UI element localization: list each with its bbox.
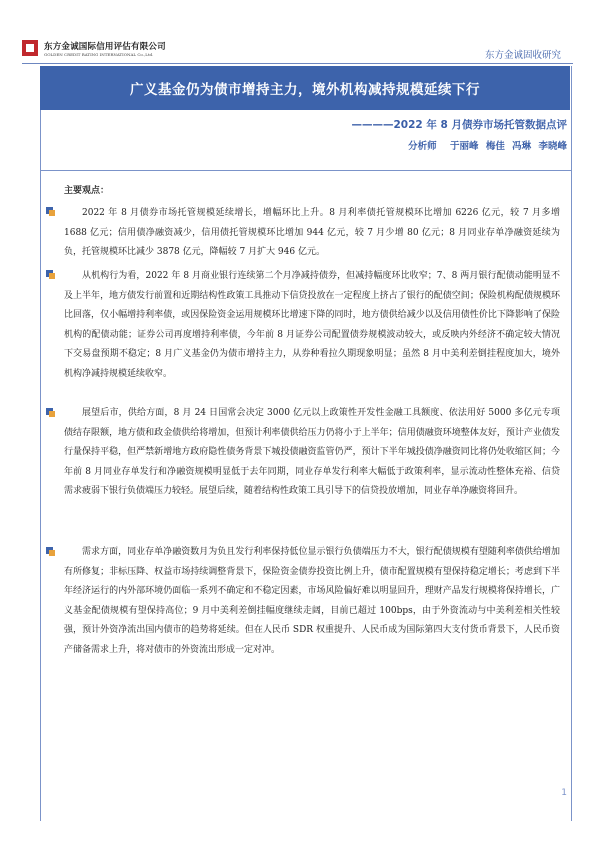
page-header xyxy=(0,0,595,64)
analyst-name: 于丽峰 xyxy=(450,141,479,152)
bullet-icon xyxy=(46,270,55,279)
bullet-icon xyxy=(46,207,55,216)
paragraph: 展望后市，供给方面，8 月 24 日国常会决定 3000 亿元以上政策性开发性金融工具额度、依法用好 5000 多亿元专项债结存限额，地方债和政金债供给将增加，但预计利率债供给压力仍将小于上半年；信用债融资环境整体友好，预计产业债发行量保持平稳，但严禁新增地方政府隐性债务背景下城投债融资监管仍严，预计下半年城投债净融资同比将仍处收缩区间；今年前 8 月同业存单发行和净融资规模明显低于去年同期，同业存单发行利率大幅低于政策利率，显示流动性整体充裕、信贷需求疲弱下银行负债端压力较轻。展望后续，随着结构性政策工具引导下的信贷投放增加，同业存单净融资将回升。 xyxy=(64,408,560,496)
paragraph: 从机构行为看，2022 年 8 月商业银行连续第二个月净减持债券，但减持幅度环比收窄；7、8 两月银行配债动能明显不及上半年，地方债发行前置和近期结构性政策工具推动下信贷投放在一定程度上挤占了银行的配债空间；保险机构配债规模环比回落，仅小幅增持利率债，或因保险资金运用规模环比增速下降的同时，地方债供给减少以及信用债性价比下降影响了保险机构的配债动能；证券公司再度增持利率债，今年前 8 月证券公司配置债券规模波动较大，或反映内外经济不确定较大情况下交易盘预期不稳定；8 月广义基金仍为债市增持主力，从券种看拉久期现象明显；虽然 8 月中美利差倒挂程度加大，境外机构净减持规模延续收窄。 xyxy=(64,271,560,379)
analyst-name: 冯琳 xyxy=(512,141,532,152)
department-label: 东方金诚固收研究 xyxy=(484,50,561,61)
analyst-name: 李晓峰 xyxy=(538,141,567,152)
company-name-cn: 东方金诚国际信用评估有限公司 xyxy=(44,42,166,52)
bullet-icon xyxy=(46,408,55,417)
header-divider xyxy=(22,63,573,64)
analyst-name: 梅佳 xyxy=(485,141,505,152)
section-heading: 主要观点： xyxy=(64,186,110,196)
report-subtitle: ————2022 年 8 月债券市场托管数据点评 xyxy=(351,119,567,131)
analyst-line xyxy=(404,138,567,152)
paragraph: 2022 年 8 月债券市场托管规模延续增长，增幅环比上升。8 月利率债托管规模环比增加 6226 亿元，较 7 月多增 1688 亿元；信用债净融资减少，信用债托管规模环比增加 944 亿元，较 7 月少增 80 亿元；8 月同业存单净融资延续为负，托管规模环比减少 3878 亿元，降幅较 7 月扩大 946 亿元。 xyxy=(64,208,560,257)
paragraph: 需求方面，同业存单净融资数月为负且发行利率保持低位显示银行负债端压力不大，银行配债规模有望随利率债供给增加有所修复；非标压降、权益市场持续调整背景下，保险资金债券投资比例上升，债市配置规模有望保持稳定增长；考虑到下半年经济运行的内外部环境仍面临一系列不确定和不稳定因素，市场风险偏好难以明显回升，理财产品发行规模将保持增长，广义基金配债规模有望保持高位；9 月中美利差倒挂幅度继续走阔，目前已超过 100bps，由于外资流动与中美利差相关性较强，预计外资净流出国内债市的趋势将延续。但在人民币 SDR 权重提升、人民币成为国际第四大支付货币背景下，人民币资产储备需求上升，将对债市的外资流出形成一定对冲。 xyxy=(64,547,560,655)
page-number: 1 xyxy=(561,788,567,798)
analyst-label: 分析师 xyxy=(408,141,437,152)
bullet-icon xyxy=(46,547,55,556)
report-title: 广义基金仍为债市增持主力，境外机构减持规模延续下行 xyxy=(130,82,480,98)
company-logo-icon xyxy=(22,40,38,56)
company-name-en: GOLDEN CREDIT RATING INTERNATIONAL Co.,Ltd. xyxy=(44,52,154,57)
